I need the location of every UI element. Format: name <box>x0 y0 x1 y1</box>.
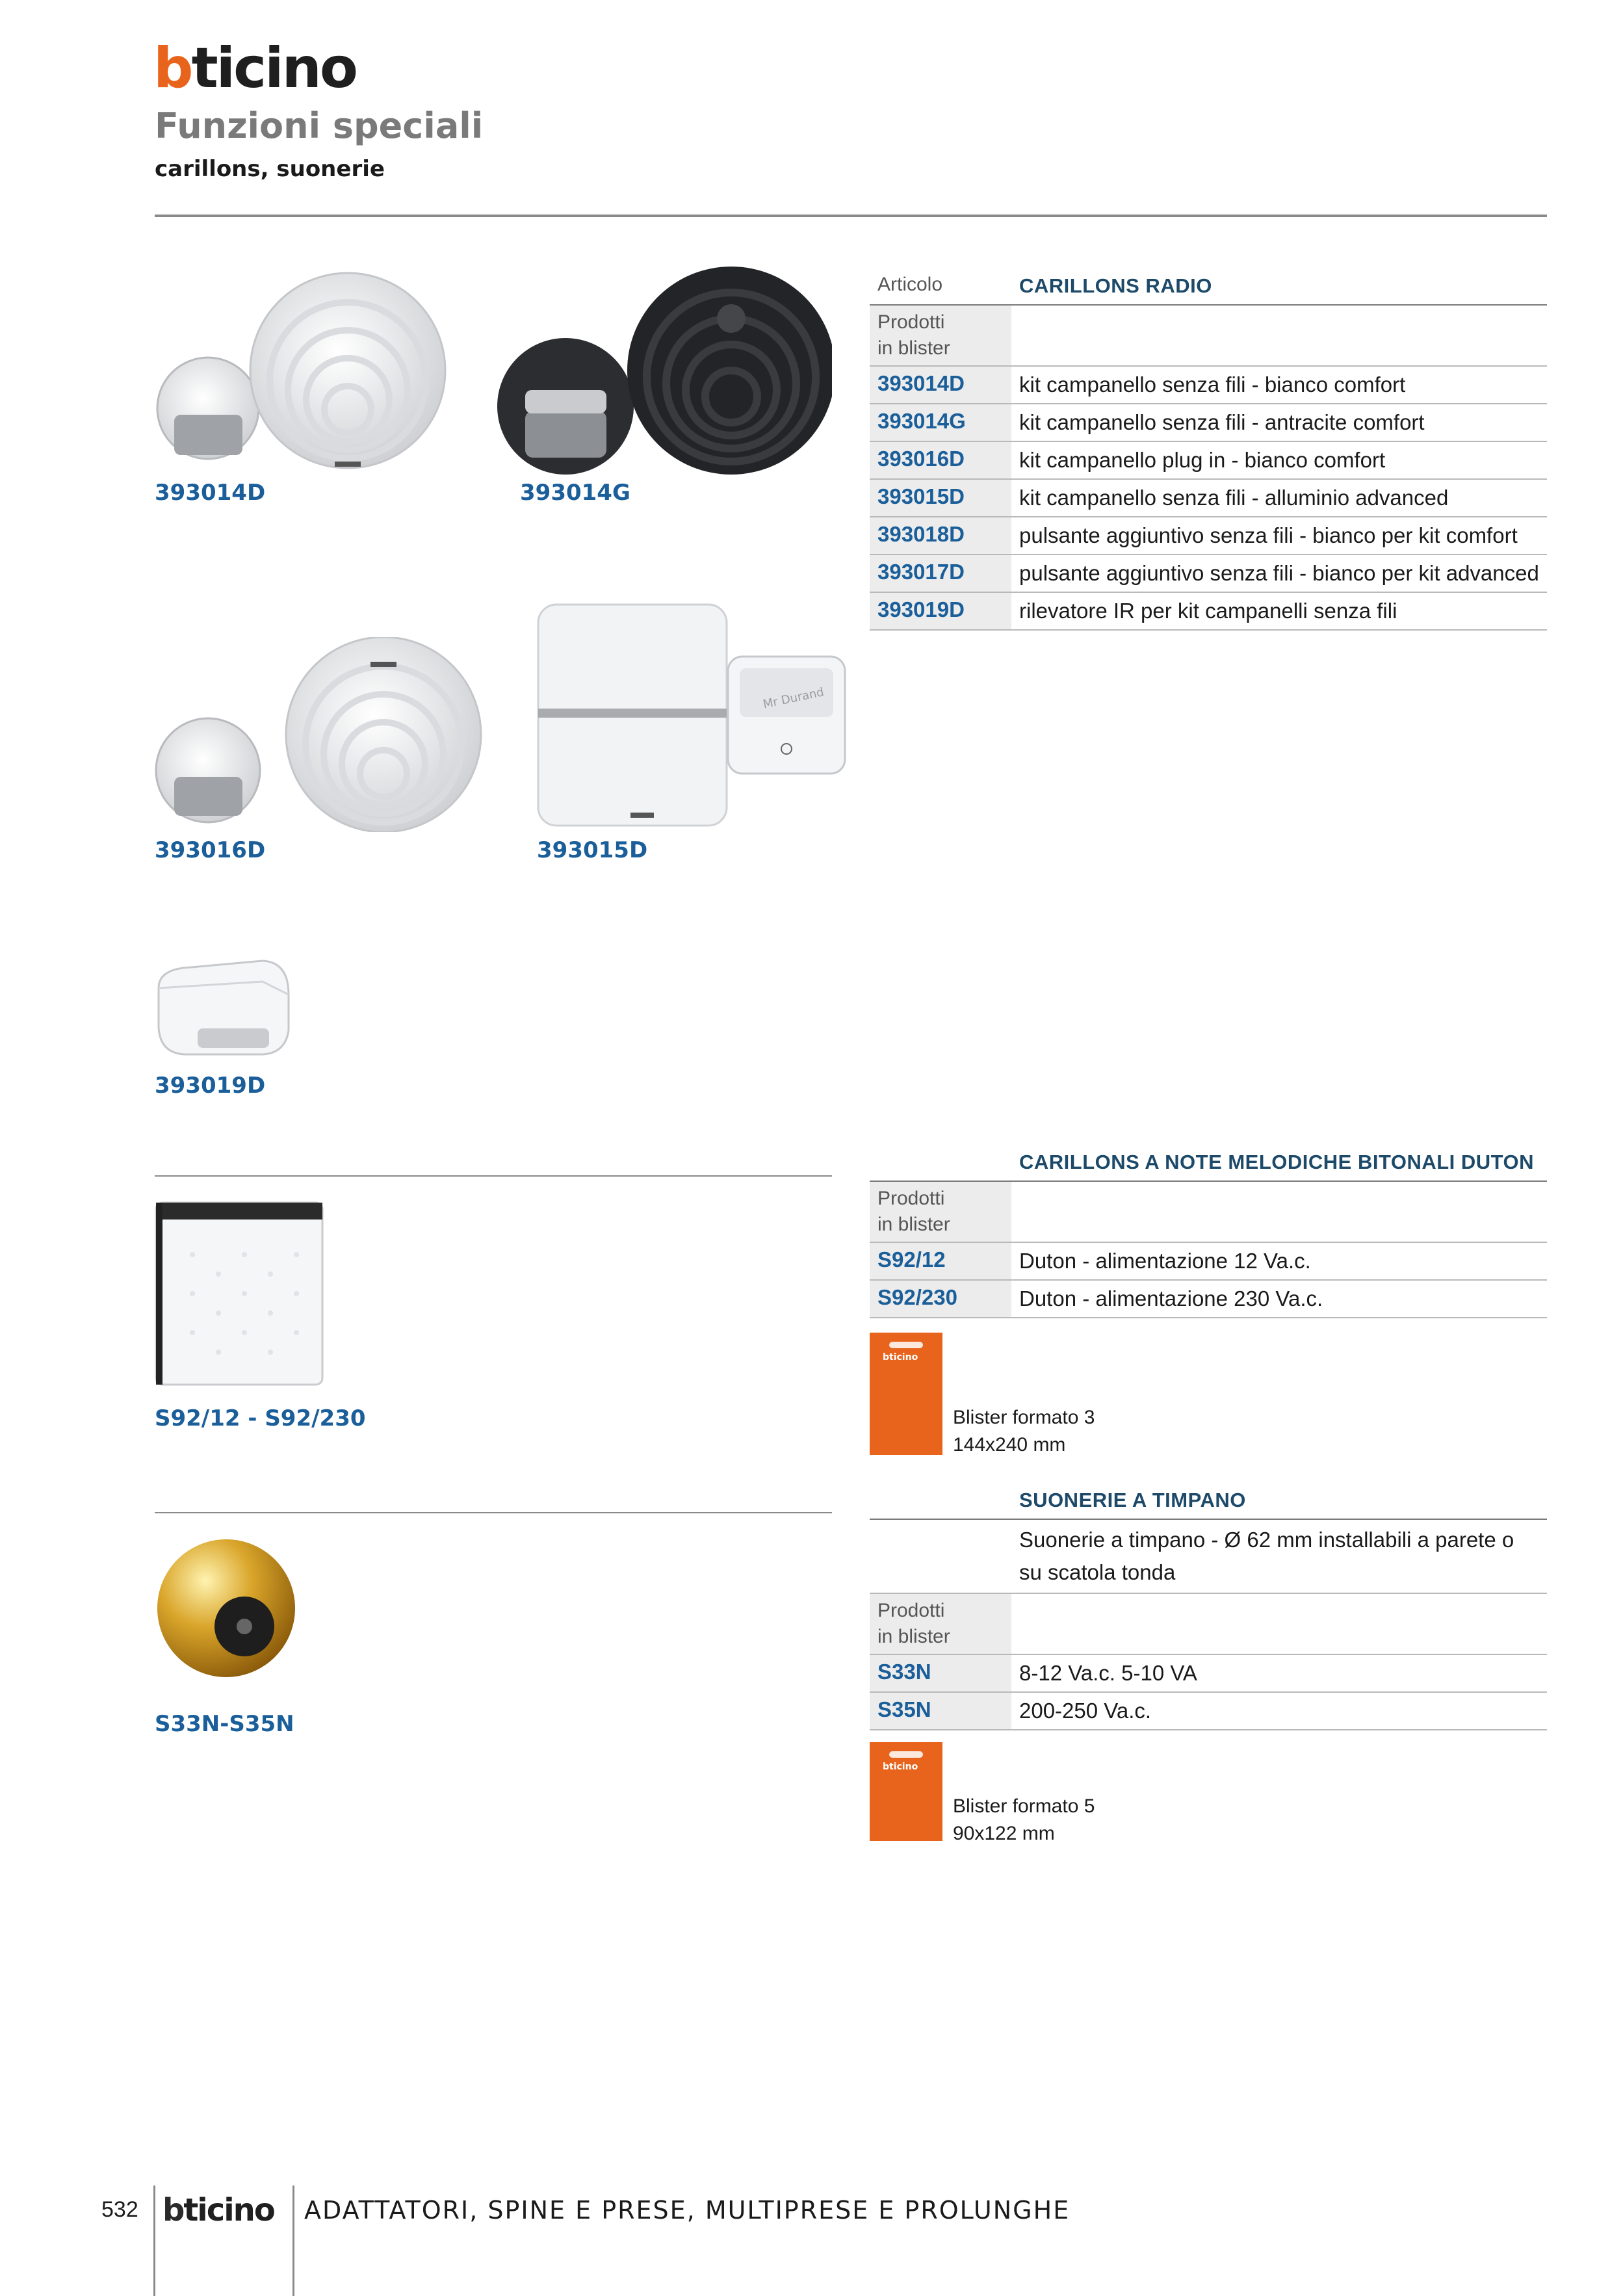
table-carillons-duton <box>870 1144 1547 1318</box>
col-header-section: CARILLONS RADIO <box>1019 274 1212 297</box>
blister-label: Prodotti in blister <box>870 1594 1011 1654</box>
table-carillons-radio <box>870 268 1547 631</box>
table-row-blister <box>870 306 1547 367</box>
blister-icon-formato-5: bticino <box>870 1742 942 1841</box>
product-code: 393014G <box>870 404 1011 441</box>
table-row-blister <box>870 1594 1547 1655</box>
product-code: S92/12 <box>870 1243 1011 1279</box>
table-row <box>870 1281 1547 1318</box>
table-row <box>870 1243 1547 1281</box>
product-desc: kit campanello plug in - bianco comfort <box>1019 448 1386 472</box>
product-desc: pulsante aggiuntivo senza fili - bianco per kit advanced <box>1019 561 1539 585</box>
product-image-393014d <box>149 267 500 475</box>
blister-label: Prodotti in blister <box>870 306 1011 365</box>
product-code: S92/230 <box>870 1281 1011 1317</box>
image-label-393015d: 393015D <box>537 837 648 863</box>
image-label-s33n: S33N-S35N <box>155 1711 294 1737</box>
table-row <box>870 442 1547 480</box>
col-header-articolo: Articolo <box>870 268 1011 304</box>
product-desc: pulsante aggiuntivo senza fili - bianco per kit comfort <box>1019 523 1518 547</box>
product-desc: 200-250 Va.c. <box>1019 1699 1152 1723</box>
col-header-section: SUONERIE A TIMPANO <box>1019 1489 1246 1511</box>
table-header <box>870 1482 1547 1520</box>
table-suonerie-timpano <box>870 1482 1547 1730</box>
product-image-393015d <box>533 598 851 832</box>
header-divider <box>155 215 1547 217</box>
table-row <box>870 593 1547 631</box>
blister-icon-formato-3: bticino <box>870 1333 942 1455</box>
image-label-s92: S92/12 - S92/230 <box>155 1405 366 1431</box>
product-code: S33N <box>870 1655 1011 1691</box>
product-code: 393019D <box>870 593 1011 629</box>
product-desc: kit campanello senza fili - antracite comfort <box>1019 410 1425 434</box>
table-row <box>870 404 1547 442</box>
blister-info-formato-5: Blister formato 5 90x122 mm <box>953 1795 1095 1844</box>
left-divider-duton <box>155 1175 832 1177</box>
table-row <box>870 1655 1547 1693</box>
product-code: 393014D <box>870 367 1011 403</box>
product-image-s92 <box>153 1196 329 1391</box>
product-code: 393016D <box>870 442 1011 478</box>
blister-info-formato-3: Blister formato 3 144x240 mm <box>953 1407 1095 1455</box>
table-row <box>870 517 1547 555</box>
section-intro: Suonerie a timpano - Ø 62 mm installabili a parete o su scatola tonda <box>1019 1528 1514 1584</box>
product-desc: kit campanello senza fili - alluminio advanced <box>1019 486 1449 510</box>
image-label-393014d: 393014D <box>155 480 266 506</box>
table-row <box>870 480 1547 517</box>
blister-label: Prodotti in blister <box>870 1182 1011 1242</box>
image-label-393014g: 393014G <box>520 480 630 506</box>
product-code: 393018D <box>870 517 1011 554</box>
table-row <box>870 555 1547 593</box>
left-divider-timpano <box>155 1512 832 1513</box>
footer-brand-logo: bticino <box>162 2192 274 2228</box>
image-label-393016d: 393016D <box>155 837 266 863</box>
brand-logo: bticino <box>153 36 356 101</box>
footer-vline-left <box>153 2185 155 2296</box>
product-desc: kit campanello senza fili - bianco comfort <box>1019 372 1406 397</box>
product-image-393016d <box>149 637 487 832</box>
table-row <box>870 367 1547 404</box>
table-row <box>870 1693 1547 1730</box>
product-code: S35N <box>870 1693 1011 1729</box>
product-image-s33n <box>153 1535 303 1685</box>
page-number: 532 <box>101 2197 138 2222</box>
table-header <box>870 268 1547 306</box>
footer-section-title: ADATTATORI, SPINE E PRESE, MULTIPRESE E PROLUNGHE <box>304 2196 1071 2224</box>
table-header <box>870 1144 1547 1182</box>
product-code: 393017D <box>870 555 1011 592</box>
product-desc: 8-12 Va.c. 5-10 VA <box>1019 1661 1197 1685</box>
table-row-intro <box>870 1520 1547 1594</box>
image-label-393019d: 393019D <box>155 1073 266 1099</box>
page-subtitle: carillons, suonerie <box>155 156 385 182</box>
footer-vline-right <box>292 2185 294 2296</box>
product-image-393019d <box>152 956 295 1060</box>
product-image-393014g <box>494 267 832 475</box>
col-header-section: CARILLONS A NOTE MELODICHE BITONALI DUTON <box>1019 1151 1535 1173</box>
product-code: 393015D <box>870 480 1011 516</box>
table-row-blister <box>870 1182 1547 1243</box>
product-desc: Duton - alimentazione 230 Va.c. <box>1019 1286 1323 1311</box>
product-desc: Duton - alimentazione 12 Va.c. <box>1019 1249 1311 1273</box>
nameplate-text: Mr Durand <box>761 685 825 712</box>
page-title: Funzioni speciali <box>155 105 484 146</box>
product-desc: rilevatore IR per kit campanelli senza fili <box>1019 599 1397 623</box>
